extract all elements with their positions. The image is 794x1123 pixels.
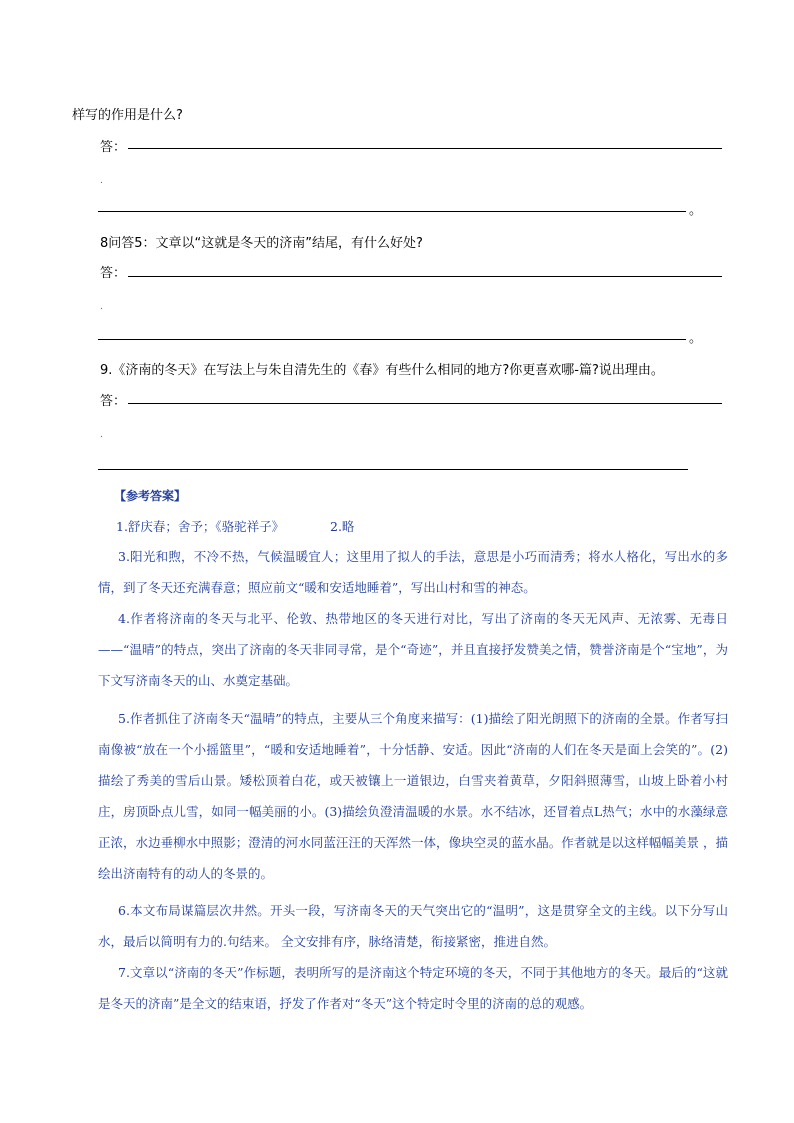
answer-4: 4.作者将济南的冬天与北平、伦敦、热带地区的冬天进行对比，写出了济南的冬天无风声、无浓雾、无毒日——“温晴”的特点，突出了济南的冬天非同寻常，是个“奇迹”，并且直接抒发赞美之情，赞誉济南是个“宝地”，为下文写济南冬天的山、水奠定基础。: [98, 611, 728, 688]
question-7-tail: 样写的作用是什么?: [72, 108, 183, 123]
question-9: 9.《济南的冬天》在写法上与朱自清先生的《春》有些什么相同的地方?你更喜欢哪-篇?说出理由。: [100, 363, 664, 378]
answer-label: 答：: [100, 394, 127, 409]
answer-5: 5.作者抓住了济南冬天“温晴”的特点，主要从三个角度来描写：(1)描绘了阳光朗照下的济南的全景。作者写扫南像被“放在一个小摇篮里”，“暖和安适地睡着”，十分恬静、安适。因此“济南的人们在冬天是面上会笑的”。(2)描绘了秀美的雪后山景。矮松顶着白花，或天被镶上一道银边，白雪夹着黄草，夕阳斜照薄雪，山坡上卧着小村庄，房顶卧点儿雪，如同一幅美丽的小。(3)描绘负澄清温暖的水景。水不结冰，还冒着点L热气；水中的水藻绿意正浓，水边垂柳水中照影；澄清的河水同蓝汪汪的天浑然一体，像块空灵的蓝水晶。作者就是以这样幅幅美景 ，描绘出济南特有的动人的冬景的。: [98, 711, 728, 881]
answer-label: 答：: [100, 140, 127, 155]
end-mark: 。: [689, 203, 703, 218]
answer-6: 6.本文布局谋篇层次井然。开头一段，写济南冬天的天气突出它的“温明”，这是贯穿全文的主线。以下分写山水，最后以简明有力的.句结来。 全文安排有序，脉络清楚，衔接紧密，推进自然。: [98, 903, 728, 949]
answer-7: 7.文章以“济南的冬天”作标题，表明所写的是济南这个特定环境的冬天，不同于其他地方的冬天。最后的“这就是冬天的济南”是全文的结束语，抒发了作者对“冬天”这个特定时令里的济南的总的观感。: [98, 965, 728, 1011]
answer-label: 答：: [100, 266, 127, 281]
paragraph-mark: .: [100, 302, 103, 312]
answer-1: 1.舒庆春；舍予；《骆驼祥子》: [116, 519, 285, 534]
paragraph-mark: .: [100, 176, 103, 186]
end-mark: 。: [689, 331, 703, 346]
answer-line: [98, 211, 686, 212]
answer-line: [98, 339, 686, 340]
answer-line: [128, 148, 722, 149]
question-8: 8问答5：文章以“这就是冬天的济南”结尾，有什么好处?: [100, 236, 423, 251]
answer-3: 3.阳光和煦，不冷不热，气候温暖宜人；这里用了拟人的手法，意思是小巧而清秀；将水人格化，写出水的多情，到了冬天还充满春意；照应前文“暖和安适地睡着”，写出山村和雪的神态。: [98, 549, 728, 595]
answer-line: [98, 469, 688, 470]
answer-2: 2.略: [330, 519, 355, 534]
paragraph-mark: .: [100, 430, 103, 440]
reference-answers-title: 【参考答案】: [114, 489, 187, 503]
answer-line: [128, 403, 722, 404]
answer-line: [128, 276, 722, 277]
